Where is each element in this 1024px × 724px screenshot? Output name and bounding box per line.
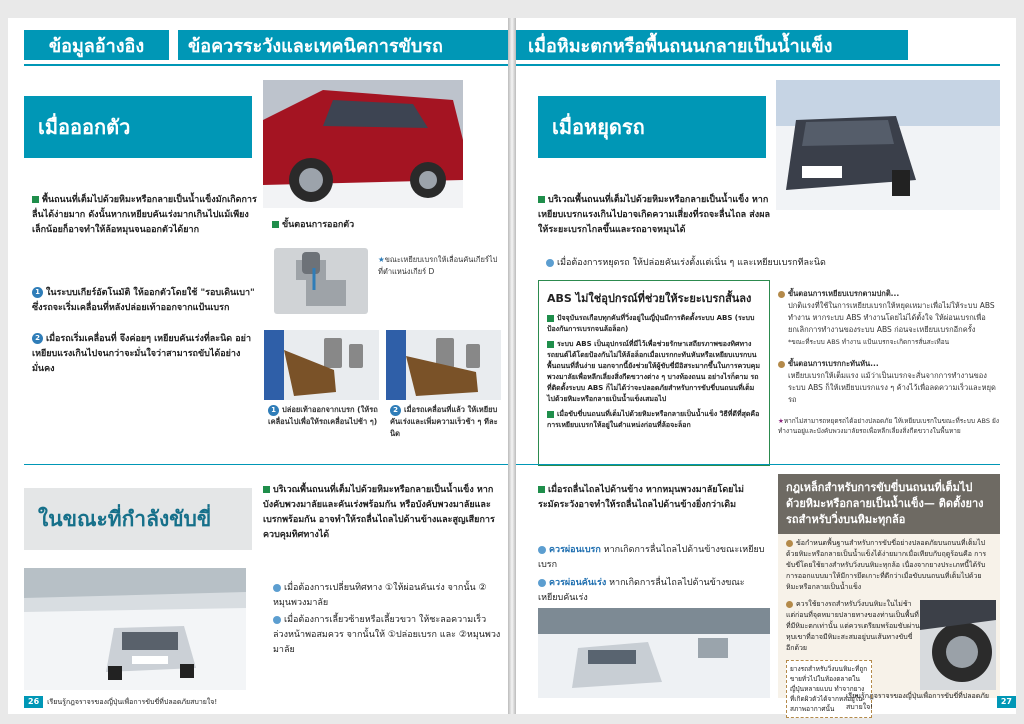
snow-tire-note: ยางรถสำหรับวิ่งบนหิมะที่ถูกขายทั่วไปในท้องตลาดในญี่ปุ่นหลายแบบ ทำจากยางที่เกิดผิวตัวได้จากหล่อยูในสภาพอากาศนั้น (786, 660, 872, 718)
normal-braking-footnote: *ขณะที่ระบบ ABS ทำงาน แป้นเบรกจะเกิดการสั่นสะเทือน (788, 338, 950, 346)
abs-p3: เมื่อขับขี่บนถนนที่เต็มไปด้วยหิมะหรือกลายเป็นน้ำแข็ง วิธีที่ดีที่สุดคือการเหยียบเบรกให้อยู่ในตำแหน่งก่อนที่ล้อจะล็อก (547, 410, 760, 429)
abs-title: ABS ไม่ใช่อุปกรณ์ที่ช่วยให้ระยะเบรกสั้นลง (547, 292, 752, 305)
header-rule (24, 64, 508, 66)
reference-tag: ข้อมูลอ้างอิง (24, 30, 172, 60)
abs-star-note: ★หากไม่สามารถหยุดรถได้อย่างปลอดภัย ให้เหยียบเบรกในขณะที่ระบบ ABS ยังทำงานอยู่และบังคับพวงมาลัยรถเพื่อหลีกเลี่ยงสิ่งกีดขวางในพื้นหาย (778, 417, 1000, 435)
star-note: ★ขณะเหยียบเบรกให้เลื่อนคันเกียร์ไปที่ตำแหน่งเกียร์ D (378, 255, 498, 276)
abs-p2: ระบบ ABS เป็นอุปกรณ์ที่มีไว้เพื่อช่วยรักษาเสถียรภาพของทิศทางรถยนต์ได้โดยป้องกันไม่ให้ล้อล็อกเมื่อเบรกกะทันหันหรือเหยียบเบรกบนพื้นถนนที่ลื่นง่าย นอกจากนี้ยังช่วยให้ผู้ขับขี่มีอิสระมากขึ้นในการควบคุมพวงมาลัยเพื่อหลีกเลี่ยงสิ่งกีดขวางต่าง ๆ บางท้องถนน อย่างไรก็ตาม รถที่ติดตั้งระบบ ABS ก็ไม่ได้ว่าจะปลอดภัยสำหรับการขับขี่บนถนนที่เต็มไปด้วยหิมะหรือกลายเป็นน้ำแข็งเสมอไป (547, 340, 760, 403)
step-2-caption: 2 เมื่อรถเคลื่อนที่แล้ว ให้เหยียบคันเร่งและเพิ่มความเร็วช้า ๆ ทีละนิด (390, 405, 498, 438)
driving-heading: ในขณะที่กำลังขับขี่ (24, 488, 252, 550)
skid-bullet-1: ควรผ่อนเบรก หากเกิดการลื่นไถลไปด้านข้างขณะเหยียบเบรก (538, 545, 765, 570)
skidding-car-photo (538, 608, 770, 698)
skid-bullet-1-label: ควรผ่อนเบรก (549, 545, 601, 555)
normal-braking-title: ขั้นตอนการเหยียบเบรกตามปกติ... (778, 288, 1000, 300)
skid-bullet-2: ควรผ่อนคันเร่ง หากเกิดการลื่นไถลไปด้านข้างขณะเหยียบคันเร่ง (538, 578, 745, 603)
left-page (8, 18, 508, 714)
driving-bullet-2: เมื่อต้องการเลี้ยวซ้ายหรือเลี้ยวขวา ให้ชะลอความเร็วล่วงหน้าพอสมควร จากนั้นให้ ①ปล่อยเบรก และ ②หมุนพวงมาลัย (273, 615, 501, 655)
skid-intro: เมื่อรถลื่นไถลไปด้านข้าง หากหมุนพวงมาลัยโดยไม่ระมัดระวังอาจทำให้รถลื่นไถลไปด้านข้างยิ่งกว่าเดิม (538, 485, 744, 510)
page-number-right: 27 (997, 696, 1016, 708)
snow-tire-rules-p1: ข้อกำหนดพื้นฐานสำหรับการขับขี่อย่างปลอดภัยบนถนนที่เต็มไปด้วยหิมะหรือกลายเป็นน้ำแข็งได้ง่ายมากเมื่อเทียบกับฤดูร้อนคือ การขับขี่โดยใช้ยางสำหรับวิ่งบนหิมะทุกล้อ เนื่องจากยางประเภทนี้ได้รับการออกแบบมาให้มีการยึดเกาะที่ดีกว่าเมื่อขับบนถนนที่เต็มไปด้วยหิมะหรือกลายเป็นน้ำแข็ง (786, 539, 987, 591)
stop-bullet: เมื่อต้องการหยุดรถ ให้ปล่อยคันเร่งตั้งแต่เนิ่น ๆ และเหยียบเบรกทีละนิด (546, 256, 986, 271)
dark-car-snow-photo (776, 80, 1000, 210)
start-intro: พื้นถนนที่เต็มไปด้วยหิมะหรือกลายเป็นน้ำแข็งมักเกิดการลื่นได้ง่ายมาก ดังนั้นหากเหยียบคันเร่งมากเกินไปแม้เพียงเล็กน้อยก็อาจทำให้ล้อหมุนจนออกตัวได้ยาก (32, 195, 257, 235)
pedal-illustration-2 (386, 330, 501, 400)
right-footer (846, 692, 1016, 711)
snow-tire-rules-title: กฎเหล็กสำหรับการขับขี่บนถนนที่เต็มไปด้วยหิมะหรือกลายเป็นน้ำแข็ง— ติดตั้งยางรถสำหรับวิ่งบนหิมะทุกล้อ (778, 474, 1000, 534)
emergency-braking-title: ขั้นตอนการเบรกกะทันหัน... (778, 358, 1000, 370)
abs-p1: ปัจจุบันรถเกือบทุกคันที่วิ่งอยู่ในญี่ปุ่นมีการติดตั้งระบบ ABS (ระบบป้องกันการเบรกจนล้อล็อก) (547, 314, 755, 333)
pedal-illustration-1 (264, 330, 379, 400)
red-car-photo (263, 80, 463, 208)
left-footer (24, 696, 217, 708)
emergency-braking-note (778, 358, 1000, 406)
section-divider (516, 464, 1000, 465)
page-number-left: 26 (24, 696, 43, 708)
normal-braking-note (778, 288, 1000, 348)
footer-text-right: เรียนรู้กฎจราจรของญี่ปุ่นเพื่อการขับขี่ที่ปลอดภัยสบายใจ! (846, 692, 989, 711)
abs-box (538, 280, 770, 466)
snow-tire-rules-p2: ควรใช้ยางรถสำหรับวิ่งบนหิมะในไม่ช้าแต่ก่อนที่จุดหมายปลายทางของท่านเป็นพื้นที่ที่มีหิมะตกเท่านั้น แต่ควรเตรียมพร้อมขับผ่านหุบเขาที่อาจมีหิมะสะสมอยู่บนเส้นทางขับขี่อีกด้วย (786, 600, 920, 652)
stop-heading: เมื่อหยุดรถ (538, 96, 766, 158)
normal-braking-body: ปกติแรงที่ใช้ในการเหยียบเบรกให้หยุดเหมาะเพื่อไม่ให้ระบบ ABS ทำงาน หากระบบ ABS ทำงานโดยไม่ได้ตั้งใจ ให้ผ่อนเบรกเพื่อยกเลิกการทำงานของระบบ ABS ก่อนจะเหยียบเบรกอีกครั้ง (788, 301, 995, 334)
header-rule (516, 64, 1000, 66)
skid-bullet-2-label: ควรผ่อนคันเร่ง (549, 578, 607, 588)
right-header-title: เมื่อหิมะตกหรือพื้นถนนกลายเป็นน้ำแข็ง (516, 30, 908, 60)
left-header-title: ข้อควรระวังและเทคนิคการขับรถ (178, 30, 508, 60)
driving-intro: บริเวณพื้นถนนที่เต็มไปด้วยหิมะหรือกลายเป็นน้ำแข็ง หากบังคับพวงมาลัยและคันเร่งพร้อมกัน หรือบังคับพวงมาลัยและเบรกพร้อมกัน อาจทำให้รถลื่นไถลไปด้านข้างและสูญเสียการควบคุมทิศทางได้ (263, 485, 495, 540)
stop-intro: บริเวณพื้นถนนที่เต็มไปด้วยหิมะหรือกลายเป็นน้ำแข็ง หากเหยียบเบรกแรงเกินไปอาจเกิดความเสี่ยงที่รถจะลื่นไถล ส่งผลให้ระยะเบรกไกลขึ้นและรถอาจหมุนได้ (538, 195, 770, 235)
start-point-1: 1 ในระบบเกียร์อัตโนมัติ ให้ออกตัวโดยใช้ "รอบเดินเบา" ซึ่งรถจะเริ่มเคลื่อนที่หลังปล่อยเท้าออกจากแป้นเบรก (32, 288, 255, 313)
book-gutter (508, 18, 516, 714)
white-car-snow-photo (24, 568, 246, 690)
start-point-2: 2 เมื่อรถเริ่มเคลื่อนที่ จึงค่อยๆ เหยียบคันเร่งที่ละนิด อย่าเหยียบแรงเกินไปจนกว่าจะมั่นใจว่าสามารถขับได้อย่างมั่นคง (32, 334, 252, 374)
steps-title: ขั้นตอนการออกตัว (272, 218, 422, 233)
start-heading: เมื่อออกตัว (24, 96, 252, 158)
snow-tire-photo (920, 600, 996, 690)
right-page (516, 18, 1016, 714)
section-divider (24, 464, 508, 465)
footer-text-left: เรียนรู้กฎจราจรของญี่ปุ่นเพื่อการขับขี่ที่ปลอดภัยสบายใจ! (47, 697, 218, 706)
emergency-braking-body: เหยียบเบรกให้เต็มแรง แม้ว่าเป็นเบรกจะสั่นจากการทำงานของระบบ ABS ก็ให้เหยียบเบรกแรง ๆ ค้างไว้เพื่อลดความเร็วและหยุดรถ (788, 371, 996, 404)
gear-shifter-illustration (266, 240, 376, 320)
step-1-caption: 1 ปล่อยเท้าออกจากเบรก (ให้รถเคลื่อนไปเพื่อให้รถเคลื่อนไปช้า ๆ) (268, 405, 378, 426)
driving-bullet-1: เมื่อต้องการเปลี่ยนทิศทาง ①ให้ผ่อนคันเร่ง จากนั้น ② หมุนพวงมาลัย (273, 583, 487, 608)
